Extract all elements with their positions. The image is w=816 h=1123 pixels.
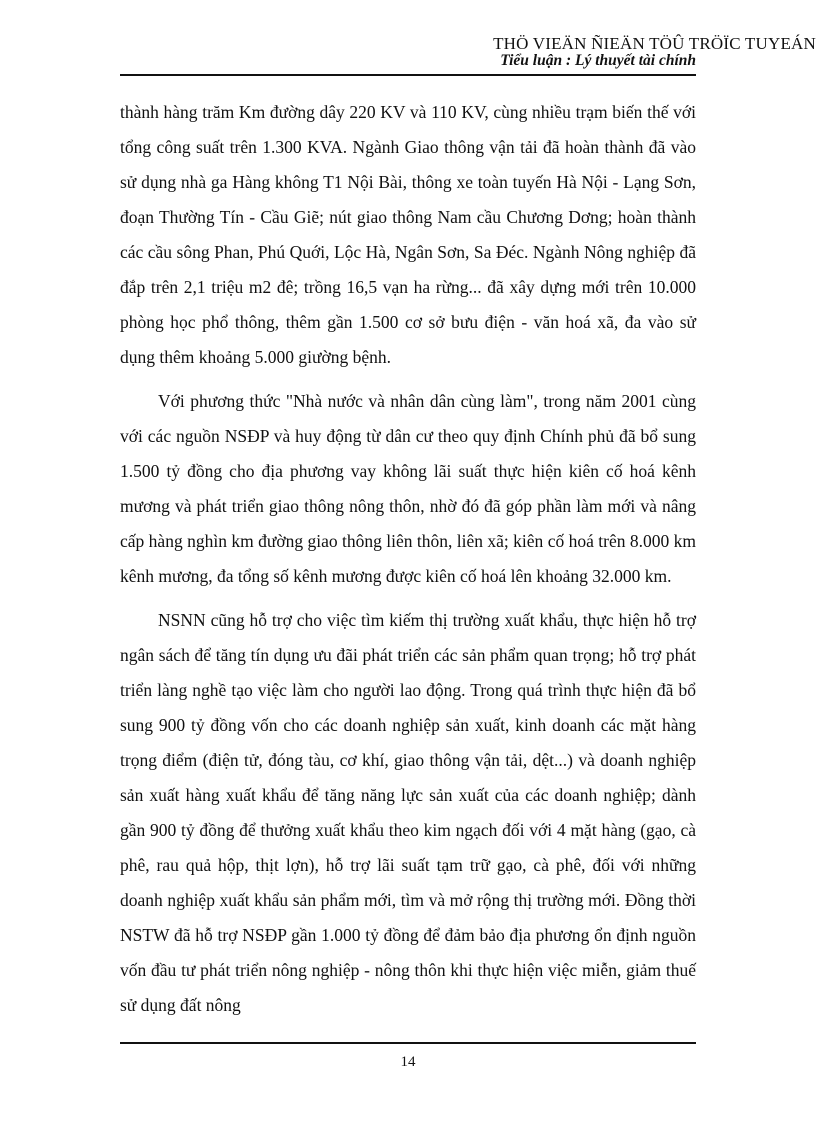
paragraph — [120, 603, 696, 1023]
paragraph-text: Với phương thức "Nhà nước và nhân dân cùng làm", trong năm 2001 cùng với các nguồn NSĐP và huy động từ dân cư theo quy định Chính phủ đã bổ sung 1.500 tỷ đồng cho địa phương vay không lãi suất thực hiện kiên cố hoá kênh mương và phát triển giao thông nông thôn, nhờ đó đã góp phần làm mới và nâng cấp hàng nghìn km đường giao thông liên thôn, liên xã; kiên cố hoá trên 8.000 km kênh mương, đa tổng số kênh mương được kiên cố hoá lên khoảng 32.000 km. — [120, 391, 696, 586]
paragraph — [120, 384, 696, 594]
paragraph-text: NSNN cũng hỗ trợ cho việc tìm kiếm thị trường xuất khẩu, thực hiện hỗ trợ ngân sách để tăng tín dụng ưu đãi phát triển các sản phẩm quan trọng; hỗ trợ phát triển làng nghề tạo việc làm cho người lao động. Trong quá trình thực hiện đã bổ sung 900 tỷ đồng vốn cho các doanh nghiệp sản xuất, kinh doanh các mặt hàng trọng điểm (điện tử, đóng tàu, cơ khí, giao thông vận tải, dệt...) và doanh nghiệp sản xuất hàng xuất khẩu để tăng năng lực sản xuất của các doanh nghiệp; dành gần 900 tỷ đồng để thưởng xuất khẩu theo kim ngạch đối với 4 mặt hàng (gạo, cà phê, rau quả hộp, thịt lợn), hỗ trợ lãi suất tạm trữ gạo, cà phê, đối với những doanh nghiệp xuất khẩu sản phẩm mới, tìm và mở rộng thị trường mới. Đồng thời NSTW đã hỗ trợ NSĐP gần 1.000 tỷ đồng để đảm bảo địa phương ổn định nguồn vốn đầu tư phát triển nông nghiệp - nông thôn khi thực hiện việc miễn, giảm thuế sử dụng đất nông — [120, 610, 696, 1015]
document-body — [120, 95, 696, 1032]
header-title: Tiểu luận : Lý thuyết tài chính — [500, 52, 696, 69]
page-number: 14 — [400, 1054, 416, 1070]
paragraph-text: thành hàng trăm Km đường dây 220 KV và 110 KV, cùng nhiều trạm biến thế với tổng công suất trên 1.300 KVA. Ngành Giao thông vận tải đã hoàn thành đã vào sử dụng nhà ga Hàng không T1 Nội Bài, thông xe toàn tuyến Hà Nội - Lạng Sơn, đoạn Thường Tín - Cầu Giẽ; nút giao thông Nam cầu Chương Dơng; hoàn thành các cầu sông Phan, Phú Quới, Lộc Hà, Ngân Sơn, Sa Đéc. Ngành Nông nghiệp đã đắp trên 2,1 triệu m2 đê; trồng 16,5 vạn ha rừng... đã xây dựng mới trên 10.000 phòng học phổ thông, thêm gần 1.500 cơ sở bưu điện - văn hoá xã, đa vào sử dụng thêm khoảng 5.000 giường bệnh. — [120, 102, 696, 367]
footer-divider — [120, 1042, 696, 1044]
page-header — [120, 52, 696, 76]
watermark-text: THÖ VIEÄN ÑIEÄN TÖÛ TRÖÏC TUYEÁN — [493, 34, 816, 53]
paragraph — [120, 95, 696, 375]
